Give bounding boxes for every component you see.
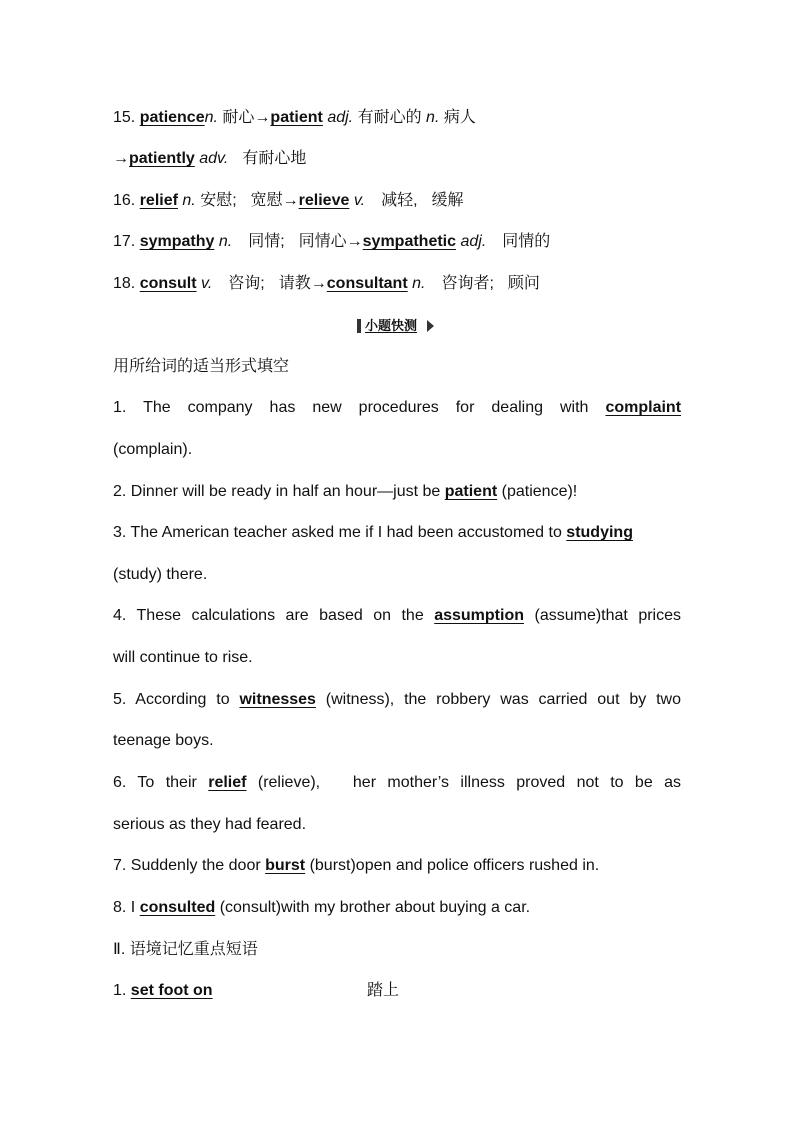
section-2-title: Ⅱ. 语境记忆重点短语 (113, 941, 258, 958)
vocab-line-17 (113, 231, 681, 253)
exercise-3 (113, 522, 681, 544)
hint-text: (witness), the robbery was carried out by two (325, 691, 681, 708)
vocab-word: relief (139, 192, 178, 209)
meaning: 缓解 (431, 192, 464, 209)
vocab-word: sympathetic (362, 233, 457, 250)
vocab-word: patience (139, 109, 205, 126)
section-banner (357, 316, 435, 336)
exercise-6 (113, 772, 681, 794)
vocab-word: patiently (129, 150, 195, 167)
vocab-word: sympathy (139, 233, 215, 250)
hint-text: (assume)that prices (534, 607, 682, 624)
item-number: 1. (113, 399, 144, 416)
vocab-word: consult (139, 275, 197, 292)
meaning: 咨询; (228, 275, 265, 292)
item-number: 18. (113, 275, 140, 292)
phrase-meaning: 踏上 (367, 982, 400, 999)
answer-word: studying (566, 524, 633, 541)
question-text: 2. Dinner will be ready in half an hour—just be (113, 483, 445, 500)
part-of-speech: n. (182, 192, 196, 209)
meaning: 同情心→ (298, 233, 363, 250)
vocab-line-18 (113, 273, 681, 295)
question-text: The company has new procedures for dealing with (143, 399, 606, 416)
part-of-speech: adj. (327, 109, 354, 126)
arrow-icon: → (113, 150, 129, 167)
meaning: 宽慰→ (250, 192, 299, 209)
answer-word: consulted (139, 899, 216, 916)
meaning: 有耐心的 (357, 109, 422, 126)
answer-word: witnesses (239, 691, 316, 708)
part-of-speech: n. (204, 109, 218, 126)
phrase-item-1 (113, 980, 681, 1002)
part-of-speech: n. (426, 109, 440, 126)
instruction: 用所给词的适当形式填空 (113, 358, 290, 375)
item-number: 16. (113, 192, 140, 209)
hint-text: (burst)open and police officers rushed in. (309, 857, 600, 874)
banner-arrow-icon (427, 320, 434, 332)
meaning: 同情的 (502, 233, 551, 250)
exercise-2 (113, 481, 681, 503)
question-text: her mother’s illness proved not to be as (352, 774, 682, 791)
vocab-line-16 (113, 190, 681, 212)
meaning: 同情; (248, 233, 285, 250)
meaning: 请教→ (278, 275, 327, 292)
part-of-speech: adv. (199, 150, 229, 167)
exercise-6-cont: serious as they had feared. (113, 816, 307, 833)
part-of-speech: n. (412, 275, 426, 292)
vocab-word: relieve (298, 192, 350, 209)
answer-word: assumption (434, 607, 524, 624)
meaning: 减轻, (381, 192, 418, 209)
exercise-4-cont: will continue to rise. (113, 649, 253, 666)
part-of-speech: v. (201, 275, 213, 292)
exercise-5 (113, 689, 681, 711)
part-of-speech: n. (218, 233, 233, 250)
hint-text: (relieve), (257, 774, 321, 791)
banner-bar-icon (357, 319, 361, 333)
exercise-4 (113, 605, 681, 627)
vocab-line-15b (113, 148, 681, 170)
exercise-1 (113, 397, 681, 419)
item-number: 1. (113, 982, 131, 999)
meaning: 安慰; (200, 192, 237, 209)
vocab-word: patient (270, 109, 323, 126)
question-text: 6. To their (113, 774, 209, 791)
question-text: 5. According to (113, 691, 240, 708)
exercise-8 (113, 897, 681, 919)
vocab-line-15 (113, 107, 681, 129)
answer-word: patient (444, 483, 498, 500)
phrase: set foot on (130, 982, 213, 999)
question-text: 3. The American teacher asked me if I had been accustomed to (113, 524, 567, 541)
banner-label: 小题快测 (365, 318, 418, 333)
item-number: 15. (113, 109, 140, 126)
meaning: 病人 (443, 109, 476, 126)
vocab-word: consultant (326, 275, 408, 292)
meaning: 有耐心地 (242, 150, 307, 167)
question-text: 8. I (113, 899, 140, 916)
part-of-speech: v. (353, 192, 366, 209)
meaning: 耐心→ (222, 109, 271, 126)
exercise-7 (113, 855, 681, 877)
question-text: 7. Suddenly the door (113, 857, 266, 874)
answer-word: relief (208, 774, 247, 791)
exercise-1-cont: (complain). (113, 441, 193, 458)
question-text: 4. These calculations are based on the (113, 607, 435, 624)
answer-word: complaint (605, 399, 682, 416)
meaning: 顾问 (507, 275, 540, 292)
hint-text: (patience)! (501, 483, 578, 500)
hint-text: (consult)with my brother about buying a car. (219, 899, 531, 916)
exercise-5-cont: teenage boys. (113, 732, 214, 749)
exercise-3-cont: (study) there. (113, 566, 208, 583)
meaning: 咨询者; (441, 275, 494, 292)
item-number: 17. (113, 233, 140, 250)
answer-word: burst (265, 857, 306, 874)
part-of-speech: adj. (460, 233, 487, 250)
